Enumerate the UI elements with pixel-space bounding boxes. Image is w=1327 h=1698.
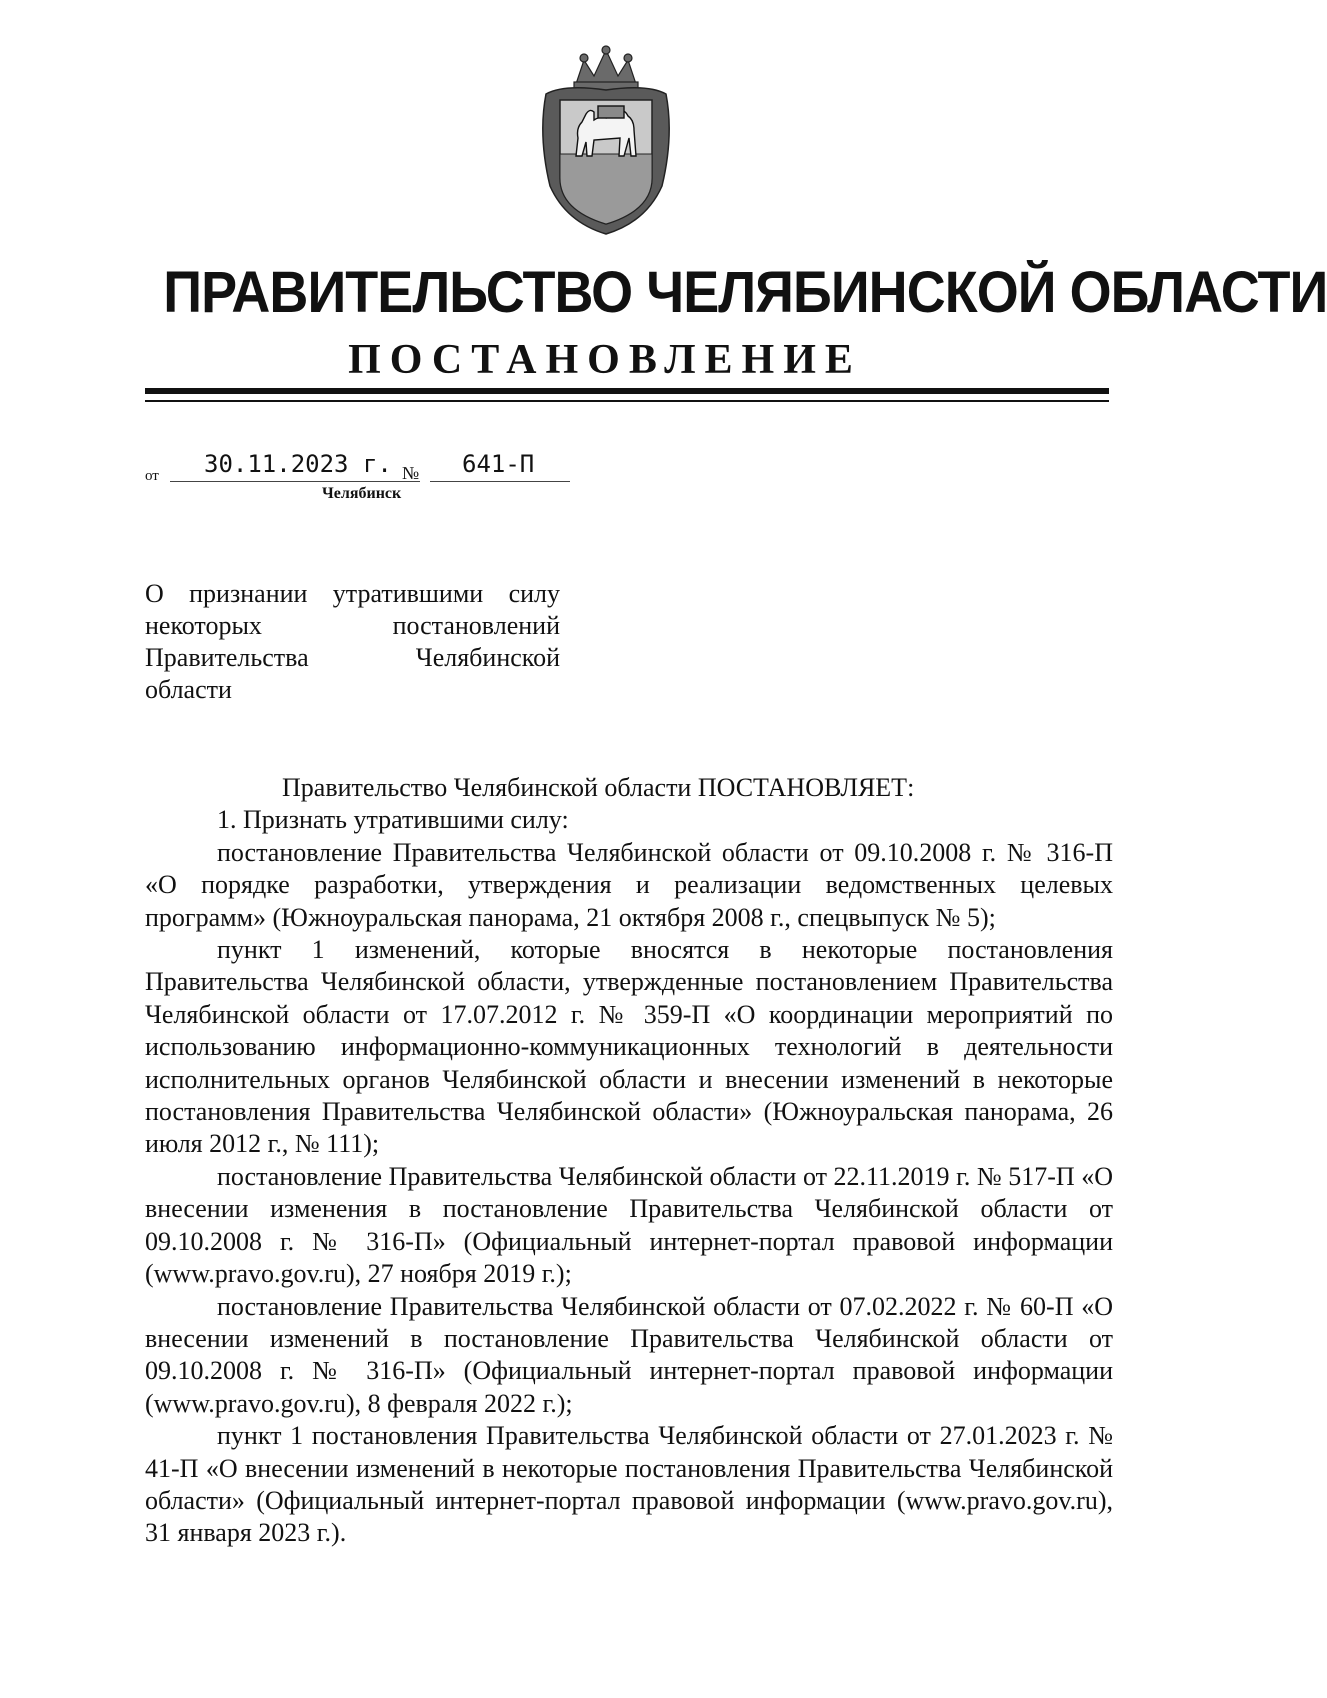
government-title: ПРАВИТЕЛЬСТВО ЧЕЛЯБИНСКОЙ ОБЛАСТИ: [163, 260, 1327, 325]
chelyabinsk-coat-of-arms-icon: [536, 46, 676, 238]
document-subject: [145, 578, 560, 706]
document-date: 30.11.2023 г.: [170, 448, 420, 482]
document-number: 641-П: [430, 448, 570, 482]
body-paragraph: пункт 1 изменений, которые вносятся в некоторые постановления Правительства Челябинской области, утвержденные постановлением Правительства Челябинской области от 17.07.2012 г. № 359-П «О координации мероприятий по использованию информационно-коммуникационных технологий в деятельности исполнительных органов Челябинской области и внесении изменений в некоторые постановления Правительства Челябинской области» (Южноуральская панорама, 26 июля 2012 г., № 111);: [145, 935, 1113, 1159]
resolution-intro: Правительство Челябинской области ПОСТАНОВЛЯЕТ:: [282, 773, 915, 802]
header-rule-thin: [145, 400, 1109, 402]
header-rule-thick: [145, 388, 1109, 394]
body-paragraph: постановление Правительства Челябинской области от 09.10.2008 г. № 316-П «О порядке разработки, утверждения и реализации ведомственных целевых программ» (Южноуральская панорама, 21 октября 2008 г., спецвыпуск № 5);: [145, 837, 1113, 932]
body-paragraph: пункт 1 постановления Правительства Челябинской области от 27.01.2023 г. № 41-П «О внесении изменений в некоторые постановления Правительства Челябинской области» (Официальный интернет-портал правовой информации (www.pravo.gov.ru), 31 января 2023 г.).: [145, 1421, 1113, 1548]
subject-line: области: [145, 675, 232, 704]
body-paragraph: постановление Правительства Челябинской области от 22.11.2019 г. № 517-П «О внесении изменения в постановление Правительства Челябинской области от 09.10.2008 г. № 316-П» (Официальный интернет-портал правовой информации (www.pravo.gov.ru), 27 ноября 2019 г.);: [145, 1161, 1113, 1289]
subject-line: О признании утратившими силу: [145, 579, 560, 608]
body-paragraph: 1. Признать утратившими силу:: [217, 805, 569, 835]
body-paragraph: постановление Правительства Челябинской области от 07.02.2022 г. № 60-П «О внесении изменений в постановление Правительства Челябинской области от 09.10.2008 г. № 316-П» (Официальный интернет-портал правовой информации (www.pravo.gov.ru), 8 февраля 2022 г.);: [145, 1291, 1113, 1418]
number-sign-label: №: [402, 463, 420, 483]
subject-line: Правительства Челябинской: [145, 643, 560, 672]
document-body: [145, 772, 1113, 1550]
city-name: Челябинск: [322, 485, 402, 502]
subject-line: некоторых постановлений: [145, 611, 560, 640]
document-kind-title: ПОСТАНОВЛЕНИЕ: [348, 337, 862, 383]
date-prefix-label: от: [145, 468, 159, 484]
